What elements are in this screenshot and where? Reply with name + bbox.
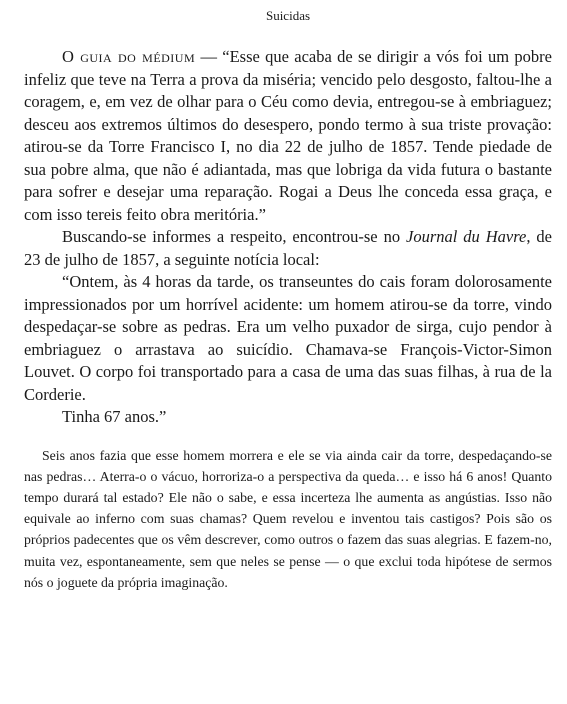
paragraph-age: Tinha 67 anos.” [62, 407, 167, 426]
research-text-after: , de 23 de julho de 1857, a seguinte notícia local: [24, 227, 552, 269]
paragraph-research [24, 226, 552, 271]
running-head: Suicidas [265, 8, 311, 23]
paragraph-news-quote: “Ontem, às 4 horas da tarde, os transeuntes do cais foram dolorosamente impressionados por um horrível acidente: um homem atirou-se da torre, vindo despedaçar-se sobre as pedras. Era um velho puxador de sirga, cujo pendor à embriaguez o arrastava ao suicídio. Chamava-se François-Victor-Simon Louvet. O corpo foi transportado para a casa de uma das suas filhas, à rua de la Corderie. [24, 272, 552, 404]
paragraph-guide-message [24, 46, 552, 226]
journal-title: Journal du Havre [406, 227, 527, 246]
guide-message-text: — “Esse que acaba de se dirigir a vós foi um pobre infeliz que teve na Terra a prova da miséria; vencido pelo desgosto, faltou-lhe a coragem, e, em vez de olhar para o Céu como devia, entregou-se à embriaguez; desceu aos extremos últimos do desespero, pondo termo à sua triste provação: atirou-se da Torre Francisco I, no dia 22 de julho de 1857. Tende piedade de sua pobre alma, que não é adiantada, mas que lobriga da vida futura o bastante para sofrer e desejar uma reparação. Rogai a Deus lhe conceda essa graça, e com isso tereis feito obra meritória.” [24, 47, 552, 224]
speaker-label: O guia do médium [62, 47, 196, 66]
research-text-before: Buscando-se informes a respeito, encontrou-se no [62, 227, 407, 246]
commentary-note: Seis anos fazia que esse homem morrera e ele se via ainda cair da torre, despedaçando-se nas pedras… Aterra-o o vácuo, horroriza-o a perspectiva da queda… e isso há 6 anos! Quanto tempo durará tal estado? Ele não o sabe, e essa incerteza lhe aumenta as angústias. Isso não equivale ao inferno com suas chamas? Quem revelou e inventou tais castigos? Pois são os próprios padecentes que os vêm descrever, como outros o fazem das suas alegrias. E fazem-no, muita vez, espontaneamente, sem que neles se pense — o que exclui toda hipótese de sermos nós o joguete da própria imaginação. [24, 447, 552, 590]
book-page [24, 0, 552, 704]
